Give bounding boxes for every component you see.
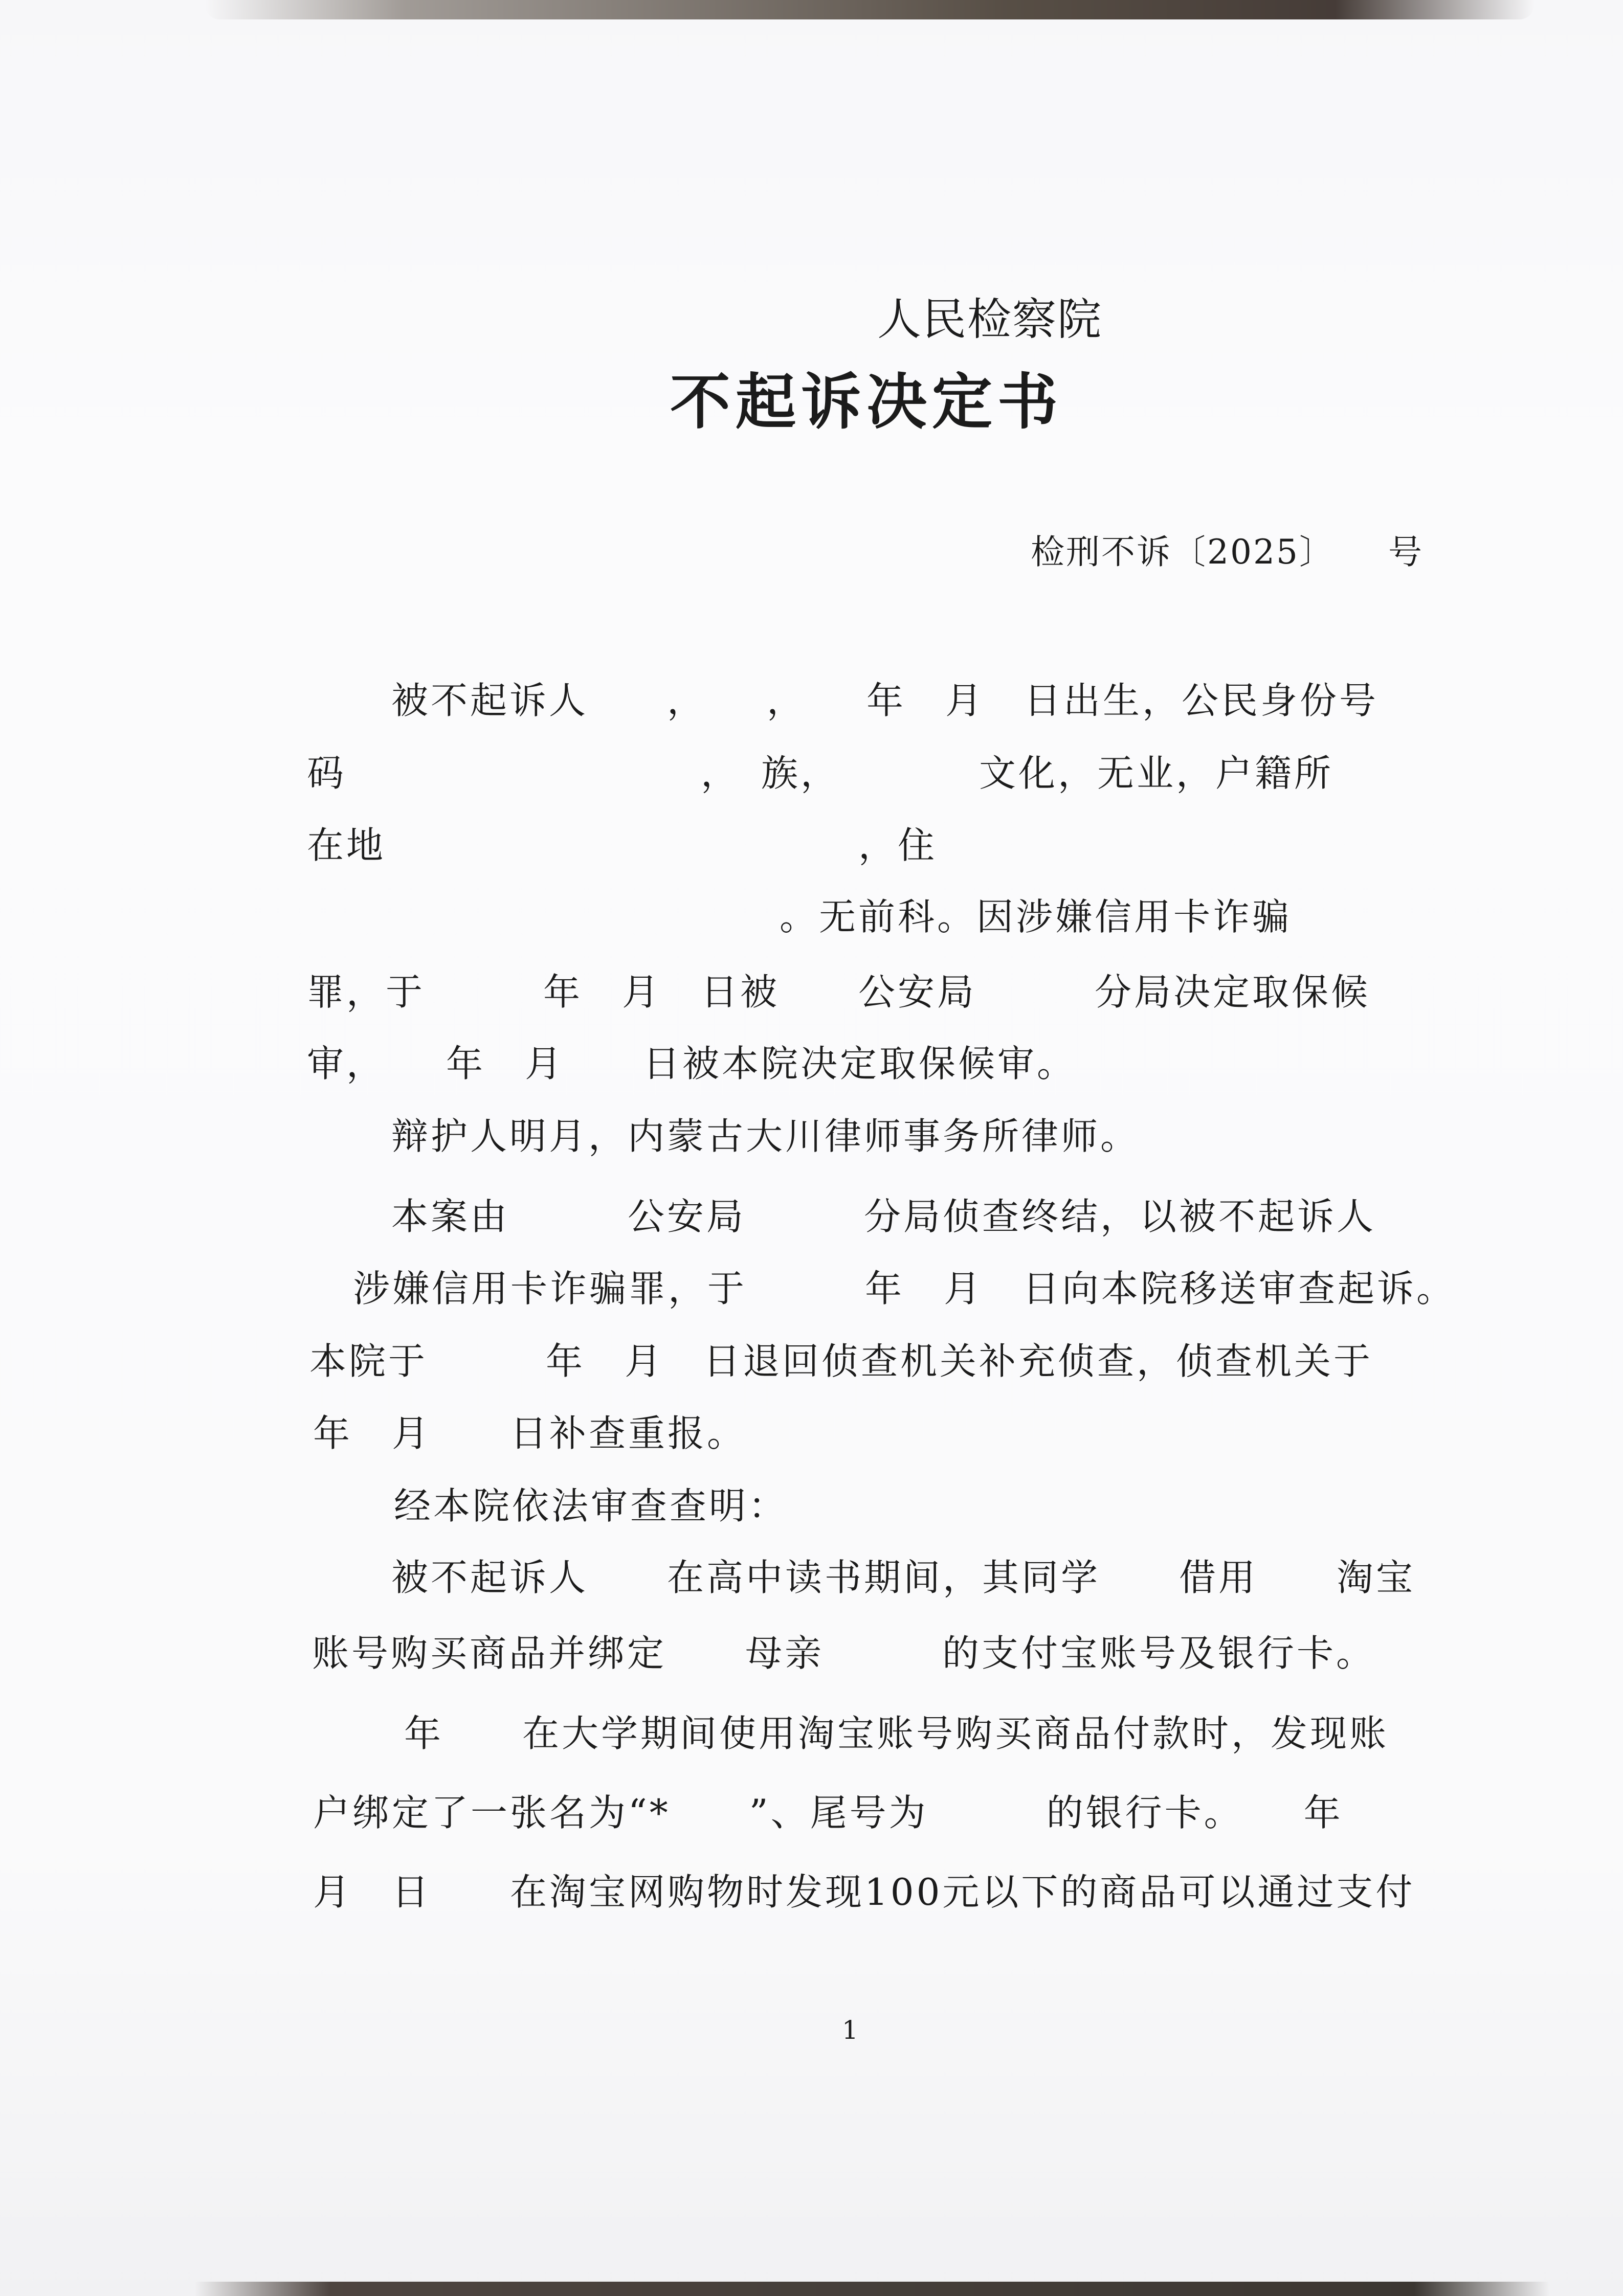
body-line-5: 罪，于 年 月 日被 公安局 分局决定取保候 bbox=[307, 971, 1371, 1014]
body-line-2: 码 ， 族， 文化，无业，户籍所 bbox=[307, 752, 1334, 795]
body-line-15: 年 在大学期间使用淘宝账号购买商品付款时，发现账 bbox=[404, 1712, 1389, 1755]
issuing-organization: 人民检察院 bbox=[877, 294, 1102, 345]
scan-top-edge-shadow bbox=[205, 0, 1535, 19]
body-line-7: 辩护人明月，内蒙古大川律师事务所律师。 bbox=[391, 1115, 1140, 1158]
scan-bottom-edge-shadow bbox=[194, 2282, 1550, 2296]
document-number: 检刑不诉〔2025〕 号 bbox=[1031, 532, 1424, 572]
body-line-8: 本案由 公安局 分局侦查终结，以被不起诉人 bbox=[391, 1195, 1376, 1238]
body-line-16: 户绑定了一张名为“* ”、尾号为 的银行卡。 年 bbox=[313, 1791, 1343, 1834]
body-line-4: 。无前科。因涉嫌信用卡诈骗 bbox=[307, 895, 1292, 938]
page-number: 1 bbox=[842, 2015, 858, 2045]
body-line-6: 审， 年 月 日被本院决定取保候审。 bbox=[307, 1042, 1077, 1085]
body-line-12: 经本院依法审查查明： bbox=[394, 1484, 788, 1527]
body-line-17: 月 日 在淘宝网购物时发现100元以下的商品可以通过支付 bbox=[313, 1871, 1415, 1914]
body-line-11: 年 月 日补查重报。 bbox=[313, 1412, 747, 1455]
body-line-9: 涉嫌信用卡诈骗罪，于 年 月 日向本院移送审查起诉。 bbox=[353, 1267, 1456, 1310]
body-line-14: 账号购买商品并绑定 母亲 的支付宝账号及银行卡。 bbox=[312, 1632, 1376, 1675]
body-line-1: 被不起诉人 ， ， 年 月 日出生，公民身份号 bbox=[391, 679, 1379, 722]
body-line-3: 在地 ，住 bbox=[307, 824, 938, 867]
body-line-13: 被不起诉人 在高中读书期间，其同学 借用 淘宝 bbox=[391, 1556, 1416, 1599]
document-title: 不起诉决定书 bbox=[670, 367, 1063, 437]
body-line-10: 本院于 年 月 日退回侦查机关补充侦查，侦查机关于 bbox=[309, 1340, 1373, 1383]
